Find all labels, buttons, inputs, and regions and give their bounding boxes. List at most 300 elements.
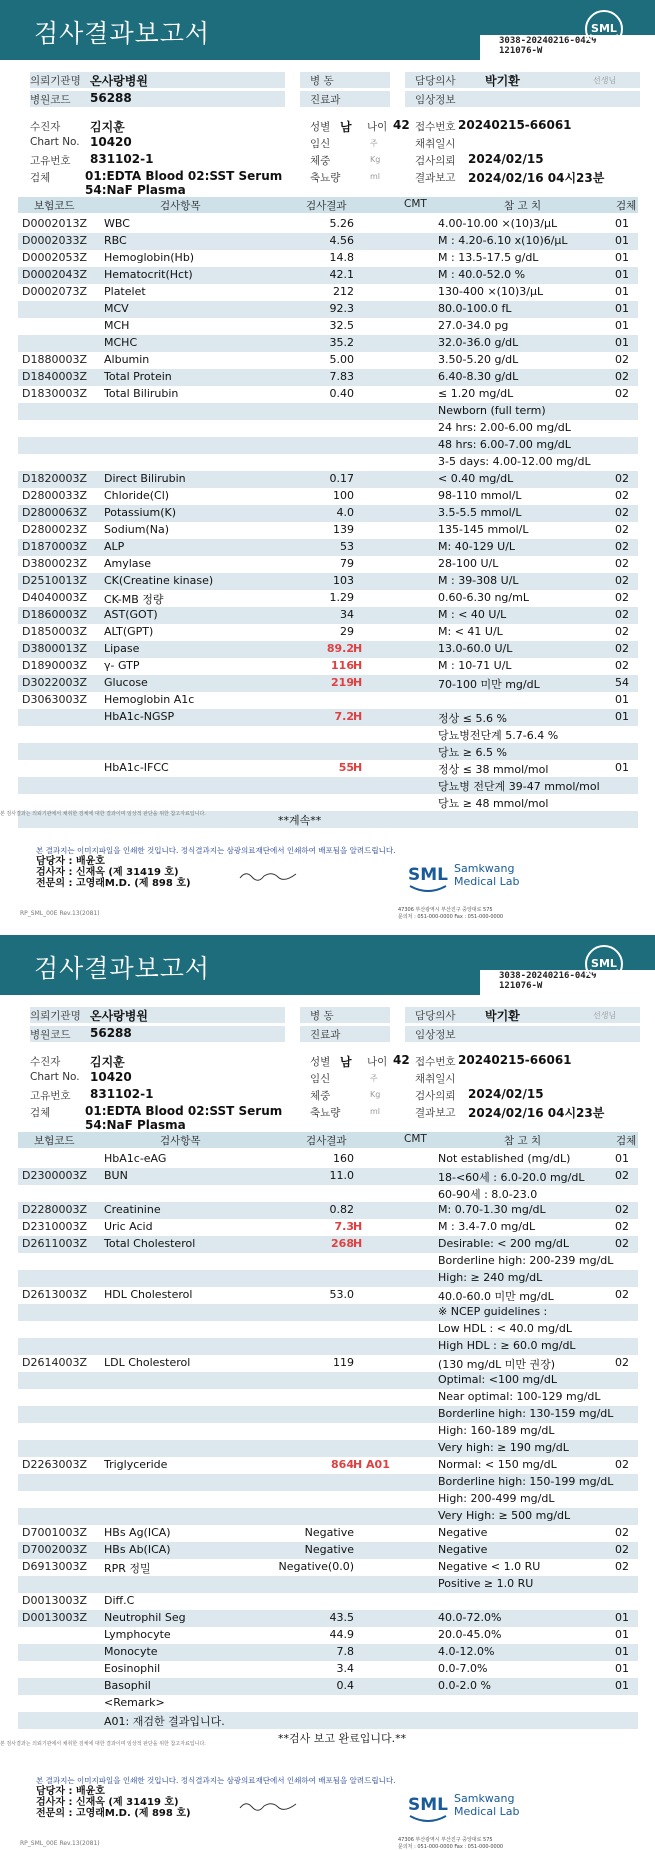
- weight-label: 체중: [310, 1090, 331, 1102]
- table-row: [18, 794, 638, 811]
- insurance-code: D2280003Z: [22, 1203, 87, 1216]
- id-no-value: 831102-1: [90, 1087, 154, 1101]
- revision-code: RP_SML_00E Rev.13(2081): [20, 910, 100, 917]
- test-result: 100: [333, 489, 354, 502]
- specimen-line-1: 01:EDTA Blood 02:SST Serum: [85, 169, 283, 183]
- test-result: 7.83: [329, 370, 354, 383]
- test-item: Platelet: [104, 285, 146, 298]
- id-no-value: 831102-1: [90, 152, 154, 166]
- reference-range: Very High: ≥ 500 mg/dL: [438, 1509, 571, 1522]
- table-row: [18, 624, 638, 641]
- col-ref: 참 고 치: [504, 1135, 542, 1147]
- test-item: Lymphocyte: [104, 1628, 171, 1641]
- reference-range: 0.60-6.30 ng/mL: [438, 591, 529, 604]
- test-item: CK-MB 정량: [104, 593, 164, 606]
- reference-range: 40.0-72.0%: [438, 1611, 502, 1624]
- fine-print: 본 검사결과는 의뢰기관에서 채취한 검체에 대한 결과이며 임상적 판단을 위한 참고자료입니다.: [0, 1741, 206, 1747]
- report-date-value: 2024/02/16 04시23분: [468, 171, 605, 185]
- pregnancy-unit: 주: [370, 139, 378, 148]
- reference-range: 48 hrs: 6.00-7.00 mg/dL: [438, 438, 571, 451]
- reference-range: 60-90세 : 8.0-23.0: [438, 1188, 538, 1201]
- reference-range: M : 40.0-52.0 %: [438, 268, 526, 281]
- reference-range: 당뇨 ≥ 48 mmol/mol: [438, 797, 549, 810]
- test-result: 79: [340, 557, 354, 570]
- table-row: [18, 641, 638, 658]
- test-result: 0.17: [329, 472, 354, 485]
- dept-label: 진료과: [310, 1029, 341, 1041]
- table-row: [18, 216, 638, 233]
- svg-text:SML: SML: [408, 1795, 448, 1815]
- table-row: [18, 1355, 638, 1372]
- test-item: Diff.C: [104, 1594, 135, 1607]
- table-row: [18, 284, 638, 301]
- table-row: [18, 1270, 638, 1287]
- table-row: [18, 488, 638, 505]
- table-row: [18, 1185, 638, 1202]
- table-row: [18, 539, 638, 556]
- doc-code: 3038-20240216-0429 121076-W: [499, 36, 597, 56]
- specimen-code: 02: [615, 1526, 629, 1539]
- sml-logo-icon: [584, 944, 624, 984]
- svg-text:SML: SML: [591, 957, 617, 970]
- table-row: [18, 1287, 638, 1304]
- specimen-label: 검체: [30, 172, 51, 184]
- table-row: [18, 1321, 638, 1338]
- print-note: 본 결과지는 이미지파일을 인쇄한 것입니다. 정식결과지는 삼광의료재단에서 인쇄하여 배포됨을 알려드립니다.: [36, 846, 396, 855]
- lab-name: Samkwang Medical Lab: [454, 862, 520, 888]
- reference-range: 130-400 ×(10)3/μL: [438, 285, 544, 298]
- reference-range: 당뇨병 전단계 39-47 mmol/mol: [438, 780, 600, 793]
- table-row: [18, 1389, 638, 1406]
- reference-range: Negative < 1.0 RU: [438, 1560, 541, 1573]
- reference-range: Normal: < 150 mg/dL: [438, 1458, 557, 1471]
- test-item: Uric Acid: [104, 1220, 153, 1233]
- insurance-code: D2800033Z: [22, 489, 87, 502]
- table-row: [18, 1202, 638, 1219]
- svg-text:SML: SML: [591, 22, 617, 35]
- test-result: 92.3: [329, 302, 354, 315]
- result-flag: H: [353, 1237, 363, 1250]
- test-result: 0.40: [329, 387, 354, 400]
- table-row: [18, 1695, 638, 1712]
- insurance-code: D1850003Z: [22, 625, 87, 638]
- patient-name-value: 김지훈: [90, 120, 125, 134]
- test-item: HBs Ag(ICA): [104, 1526, 171, 1539]
- specimen-code: 02: [615, 1288, 629, 1301]
- result-flag: H: [353, 676, 363, 689]
- insurance-code: D2510013Z: [22, 574, 87, 587]
- table-row: [18, 1304, 638, 1321]
- test-result: 29: [340, 625, 354, 638]
- insurance-code: D2611003Z: [22, 1237, 87, 1250]
- specimen-code: 01: [615, 302, 629, 315]
- specimen-code: 01: [615, 234, 629, 247]
- reference-range: < 0.40 mg/dL: [438, 472, 514, 485]
- insurance-code: D3800013Z: [22, 642, 87, 655]
- signers: 담당자 : 배윤호 검사자 : 신재옥 (제 31419 호) 전문의 : 고영래M.D. (제 898 호): [36, 856, 191, 889]
- test-item: A01: 재검한 결과입니다.: [104, 1715, 225, 1728]
- clinical-label: 임상정보: [415, 1029, 456, 1041]
- specimen-code: 01: [615, 1611, 629, 1624]
- institution-label: 의뢰기관명: [30, 75, 81, 87]
- specimen-code: 02: [615, 574, 629, 587]
- reference-range: Not established (mg/dL): [438, 1152, 571, 1165]
- table-row: [18, 267, 638, 284]
- reference-range: 27.0-34.0 pg: [438, 319, 509, 332]
- doctor-value: 박기환: [485, 74, 520, 88]
- table-row: [18, 777, 638, 794]
- table-row: [18, 437, 638, 454]
- test-result: 4.56: [329, 234, 354, 247]
- weight-unit: Kg: [370, 155, 381, 164]
- test-result: 44.9: [329, 1628, 354, 1641]
- table-row: [18, 318, 638, 335]
- table-row: [18, 352, 638, 369]
- id-no-label: 고유번호: [30, 155, 71, 167]
- pregnancy-label: 임신: [310, 1073, 331, 1085]
- insurance-code: D2310003Z: [22, 1220, 87, 1233]
- specimen-code: 01: [615, 1679, 629, 1692]
- receipt-no-value: 20240215-66061: [458, 1053, 572, 1067]
- test-item: Direct Bilirubin: [104, 472, 186, 485]
- table-row: [18, 1491, 638, 1508]
- lab-name: Samkwang Medical Lab: [454, 1792, 520, 1818]
- reference-range: M: 0.70-1.30 mg/dL: [438, 1203, 546, 1216]
- report-date-label: 결과보고: [415, 172, 456, 184]
- id-no-label: 고유번호: [30, 1090, 71, 1102]
- test-item: γ- GTP: [104, 659, 140, 672]
- table-row: [18, 1406, 638, 1423]
- institution-value: 온사랑병원: [90, 74, 148, 88]
- receipt-no-label: 접수번호: [415, 121, 456, 133]
- table-row: [18, 1644, 638, 1661]
- insurance-code: D3800023Z: [22, 557, 87, 570]
- reference-range: 정상 ≤ 38 mmol/mol: [438, 763, 549, 776]
- collect-date-label: 채취일시: [415, 138, 456, 150]
- test-result: 0.82: [329, 1203, 354, 1216]
- table-row: [18, 743, 638, 760]
- reference-range: 98-110 mmol/L: [438, 489, 522, 502]
- table-row: [18, 1542, 638, 1559]
- test-result: 53: [340, 540, 354, 553]
- test-item: Total Cholesterol: [104, 1237, 196, 1250]
- test-result: 139: [333, 523, 354, 536]
- result-flag: H A01: [353, 1458, 390, 1471]
- insurance-code: D0002033Z: [22, 234, 87, 247]
- reference-range: 70-100 미만 mg/dL: [438, 678, 540, 691]
- ward-label: 병 동: [310, 1010, 334, 1022]
- signature-icon: [238, 1798, 298, 1812]
- table-row: [18, 471, 638, 488]
- specimen-line-2: 54:NaF Plasma: [85, 183, 186, 197]
- insurance-code: D4040003Z: [22, 591, 87, 604]
- specimen-code: 02: [615, 1356, 629, 1369]
- table-row: [18, 1525, 638, 1542]
- urine-label: 축뇨량: [310, 172, 341, 184]
- insurance-code: D0002073Z: [22, 285, 87, 298]
- test-item: Triglyceride: [104, 1458, 168, 1471]
- test-result: 268: [331, 1237, 354, 1250]
- chart-no-value: 10420: [90, 135, 132, 149]
- sex-label: 성별: [310, 1056, 331, 1068]
- table-row: [18, 1338, 638, 1355]
- insurance-code: D1820003Z: [22, 472, 87, 485]
- table-row: [18, 420, 638, 437]
- test-item: Hemoglobin(Hb): [104, 251, 195, 264]
- test-result: 160: [333, 1152, 354, 1165]
- test-item: ALT(GPT): [104, 625, 154, 638]
- table-row: [18, 1559, 638, 1576]
- result-flag: H: [353, 761, 363, 774]
- report-date-label: 결과보고: [415, 1107, 456, 1119]
- test-result: 7.2: [334, 710, 354, 723]
- insurance-code: D2614003Z: [22, 1356, 87, 1369]
- insurance-code: D7001003Z: [22, 1526, 87, 1539]
- specimen-code: 02: [615, 557, 629, 570]
- test-item: RBC: [104, 234, 127, 247]
- lab-logo: [406, 1788, 536, 1832]
- specimen-code: 01: [615, 761, 629, 774]
- specimen-code: 02: [615, 625, 629, 638]
- specimen-code: 02: [615, 1237, 629, 1250]
- specimen-code: 02: [615, 523, 629, 536]
- table-row: [18, 1372, 638, 1389]
- doctor-label: 담당의사: [415, 1010, 456, 1022]
- insurance-code: D1870003Z: [22, 540, 87, 553]
- table-row: [18, 692, 638, 709]
- sml-logo-icon: [584, 9, 624, 49]
- col-spec: 검체: [616, 200, 637, 212]
- results-table: [18, 1151, 638, 1746]
- insurance-code: D2613003Z: [22, 1288, 87, 1301]
- doc-code: 3038-20240216-0429 121076-W: [499, 971, 597, 991]
- sex-value: 남: [340, 1055, 352, 1069]
- reference-range: 32.0-36.0 g/dL: [438, 336, 519, 349]
- test-item: Lipase: [104, 642, 140, 655]
- test-item: BUN: [104, 1169, 128, 1182]
- table-row: [18, 1151, 638, 1168]
- table-row: [18, 607, 638, 624]
- insurance-code: D0002013Z: [22, 217, 87, 230]
- table-row: [18, 726, 638, 743]
- fine-print: 본 검사결과는 의뢰기관에서 채취한 검체에 대한 결과이며 임상적 판단을 위한 참고자료입니다.: [0, 811, 206, 817]
- test-result: 116: [331, 659, 354, 672]
- table-row: [18, 556, 638, 573]
- report-header: [0, 935, 655, 995]
- insurance-code: D0002053Z: [22, 251, 87, 264]
- reference-range: Desirable: < 200 mg/dL: [438, 1237, 570, 1250]
- specimen-code: 01: [615, 268, 629, 281]
- reference-range: 20.0-45.0%: [438, 1628, 502, 1641]
- test-item: Hematocrit(Hct): [104, 268, 193, 281]
- test-item: Total Protein: [104, 370, 172, 383]
- doctor-suffix: 선생님: [593, 1011, 617, 1020]
- reference-range: M: < 41 U/L: [438, 625, 503, 638]
- report-page-2: [0, 935, 655, 1850]
- test-result: 103: [333, 574, 354, 587]
- table-row: [18, 1253, 638, 1270]
- result-flag: H: [353, 710, 363, 723]
- reference-range: High: 160-189 mg/dL: [438, 1424, 555, 1437]
- test-result: 35.2: [329, 336, 354, 349]
- col-cmt: CMT: [404, 1133, 427, 1145]
- test-result: 14.8: [329, 251, 354, 264]
- specimen-code: 01: [615, 285, 629, 298]
- col-result: 검사결과: [306, 1135, 347, 1147]
- test-item: ALP: [104, 540, 125, 553]
- specimen-code: 02: [615, 472, 629, 485]
- svg-text:SML: SML: [408, 865, 448, 885]
- test-item: HbA1c-eAG: [104, 1152, 167, 1165]
- dept-label: 진료과: [310, 94, 341, 106]
- test-result: 11.0: [329, 1169, 354, 1182]
- hospital-code-value: 56288: [90, 1026, 132, 1040]
- table-row: [18, 1457, 638, 1474]
- urine-unit: ml: [370, 172, 381, 181]
- weight-label: 체중: [310, 155, 331, 167]
- col-cmt: CMT: [404, 198, 427, 210]
- results-table: [18, 216, 638, 828]
- test-result: 212: [333, 285, 354, 298]
- table-row: [18, 1661, 638, 1678]
- institution-label: 의뢰기관명: [30, 1010, 81, 1022]
- table-row: [18, 301, 638, 318]
- print-note: 본 결과지는 이미지파일을 인쇄한 것입니다. 정식결과지는 삼광의료재단에서 인쇄하여 배포됨을 알려드립니다.: [36, 1776, 396, 1785]
- pregnancy-unit: 주: [370, 1074, 378, 1083]
- test-item: Potassium(K): [104, 506, 177, 519]
- reference-range: 3-5 days: 4.00-12.00 mg/dL: [438, 455, 591, 468]
- report-title: 검사결과보고서: [34, 19, 211, 48]
- table-row: [18, 709, 638, 726]
- patient-name-label: 수진자: [30, 1056, 61, 1068]
- table-row: [18, 1576, 638, 1593]
- table-row: [18, 1627, 638, 1644]
- age-value: 42: [393, 1053, 410, 1067]
- reference-range: High: ≥ 240 mg/dL: [438, 1271, 543, 1284]
- test-result: 32.5: [329, 319, 354, 332]
- reference-range: Optimal: <100 mg/dL: [438, 1373, 557, 1386]
- patient-name-value: 김지훈: [90, 1055, 125, 1069]
- table-row: [18, 1440, 638, 1457]
- test-item: WBC: [104, 217, 130, 230]
- insurance-code: D3022003Z: [22, 676, 87, 689]
- reference-range: 정상 ≤ 5.6 %: [438, 712, 507, 725]
- reference-range: M : 10-71 U/L: [438, 659, 512, 672]
- reference-range: 135-145 mmol/L: [438, 523, 529, 536]
- specimen-code: 01: [615, 319, 629, 332]
- reference-range: Positive ≥ 1.0 RU: [438, 1577, 534, 1590]
- test-item: CK(Creatine kinase): [104, 574, 214, 587]
- reference-range: 3.50-5.20 g/dL: [438, 353, 519, 366]
- sex-label: 성별: [310, 121, 331, 133]
- test-item: MCH: [104, 319, 130, 332]
- specimen-code: 01: [615, 1662, 629, 1675]
- test-item: LDL Cholesterol: [104, 1356, 191, 1369]
- test-item: **계속**: [278, 814, 322, 827]
- specimen-code: 01: [615, 1152, 629, 1165]
- test-item: RPR 정밀: [104, 1562, 151, 1575]
- insurance-code: D7002003Z: [22, 1543, 87, 1556]
- insurance-code: D1840003Z: [22, 370, 87, 383]
- sml-lab-icon: [406, 858, 450, 898]
- clinical-label: 임상정보: [415, 94, 456, 106]
- patient-name-label: 수진자: [30, 121, 61, 133]
- reference-range: (130 mg/dL 미만 권장): [438, 1358, 556, 1371]
- specimen-code: 01: [615, 693, 629, 706]
- test-result: 219: [331, 676, 354, 689]
- urine-label: 축뇨량: [310, 1107, 341, 1119]
- institution-value: 온사랑병원: [90, 1009, 148, 1023]
- reference-range: Low HDL : < 40.0 mg/dL: [438, 1322, 572, 1335]
- insurance-code: D2800023Z: [22, 523, 87, 536]
- test-result: 119: [333, 1356, 354, 1369]
- specimen-code: 54: [615, 676, 629, 689]
- specimen-code: 02: [615, 1203, 629, 1216]
- table-row: [18, 573, 638, 590]
- request-date-label: 검사의뢰: [415, 155, 456, 167]
- insurance-code: D3063003Z: [22, 693, 87, 706]
- sml-lab-icon: [406, 1788, 450, 1828]
- reference-range: M : 4.20-6.10 x(10)6/μL: [438, 234, 568, 247]
- reference-range: 당뇨 ≥ 6.5 %: [438, 746, 507, 759]
- request-date-value: 2024/02/15: [468, 152, 544, 166]
- reference-range: 당뇨병전단계 5.7-6.4 %: [438, 729, 559, 742]
- reference-range: ≤ 1.20 mg/dL: [438, 387, 514, 400]
- table-row: [18, 1508, 638, 1525]
- test-result: 7.3: [334, 1220, 354, 1233]
- request-date-label: 검사의뢰: [415, 1090, 456, 1102]
- specimen-code: 02: [615, 642, 629, 655]
- col-code: 보험코드: [34, 200, 75, 212]
- specimen-code: 01: [615, 710, 629, 723]
- lab-address: 47306 부산광역시 부산진구 중앙대로 575 문의처 : 051-000-0000 Fax : 051-000-0000: [398, 907, 504, 920]
- table-row: [18, 454, 638, 471]
- test-item: Sodium(Na): [104, 523, 169, 536]
- table-row: [18, 505, 638, 522]
- table-row: [18, 1423, 638, 1440]
- test-item: Albumin: [104, 353, 150, 366]
- test-result: Negative(0.0): [278, 1560, 354, 1573]
- insurance-code: D1890003Z: [22, 659, 87, 672]
- specimen-code: 01: [615, 217, 629, 230]
- insurance-code: D2800063Z: [22, 506, 87, 519]
- col-result: 검사결과: [306, 200, 347, 212]
- test-result: 43.5: [329, 1611, 354, 1624]
- table-row: [18, 1168, 638, 1185]
- test-item: Monocyte: [104, 1645, 158, 1658]
- table-row: [18, 658, 638, 675]
- report-page-1: [0, 0, 655, 920]
- result-flag: H: [353, 642, 363, 655]
- age-label: 나이: [367, 1056, 388, 1068]
- test-result: Negative: [304, 1526, 354, 1539]
- specimen-code: 02: [615, 1169, 629, 1182]
- table-row: [18, 1712, 638, 1729]
- revision-code: RP_SML_00E Rev.13(2081): [20, 1840, 100, 1847]
- test-item: Total Bilirubin: [104, 387, 179, 400]
- col-item: 검사항목: [160, 1135, 201, 1147]
- test-item: Eosinophil: [104, 1662, 161, 1675]
- insurance-code: D0013003Z: [22, 1594, 87, 1607]
- specimen-code: 02: [615, 608, 629, 621]
- test-item: HbA1c-IFCC: [104, 761, 169, 774]
- specimen-code: 02: [615, 506, 629, 519]
- table-row: [18, 1474, 638, 1491]
- reference-range: Borderline high: 150-199 mg/dL: [438, 1475, 614, 1488]
- hospital-code-label: 병원코드: [30, 1029, 71, 1041]
- reference-range: 13.0-60.0 U/L: [438, 642, 513, 655]
- test-item: HDL Cholesterol: [104, 1288, 193, 1301]
